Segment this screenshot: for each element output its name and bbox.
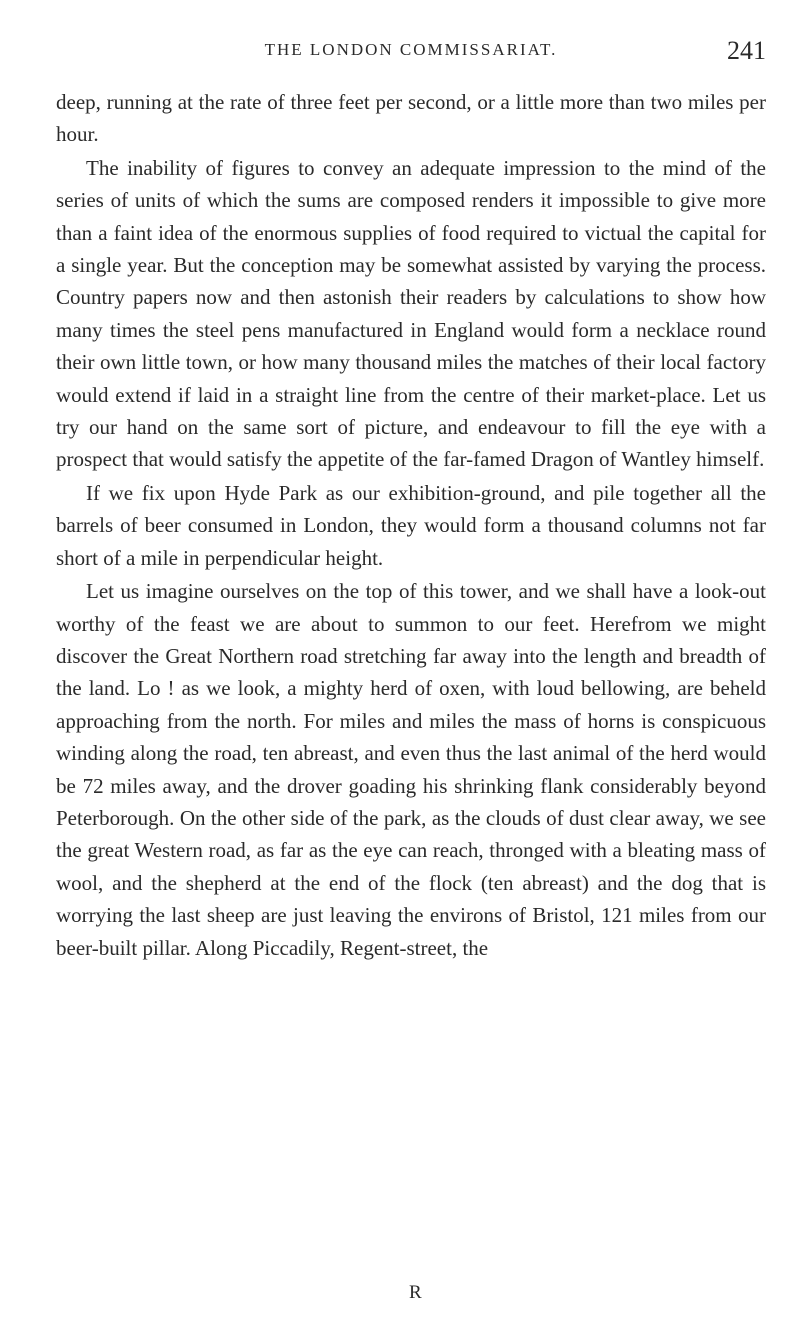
signature-mark: R bbox=[409, 1282, 422, 1303]
paragraph-continued: deep, running at the rate of three feet per second, or a little more than two miles per hour. bbox=[56, 90, 766, 147]
body-text bbox=[56, 86, 766, 964]
running-head bbox=[56, 38, 766, 78]
paragraph: The inability of figures to convey an adequate impression to the mind of the series of units of which the sums are composed renders it impossible to give more than a faint idea of the enormous supplies of food required to victual the capital for a single year. But the conception may be somewhat assisted by varying the process. Country papers now and then astonish their readers by calculations to show how many times the steel pens manufactured in England would form a necklace round their own little town, or how many thousand miles the matches of their local factory would extend if laid in a straight line from the centre of their market-place. Let us try our hand on the same sort of picture, and endeavour to fill the eye with a prospect that would satisfy the appetite of the far-famed Dragon of Wantley himself. bbox=[56, 155, 766, 472]
paragraph: If we fix upon Hyde Park as our exhibition-ground, and pile together all the barrels of beer consumed in London, they would form a thousand columns not far short of a mile in perpendicular height. bbox=[56, 480, 766, 570]
book-page bbox=[56, 38, 766, 965]
running-title: THE LONDON COMMISSARIAT. bbox=[264, 40, 558, 59]
page-number: 241 bbox=[727, 36, 766, 65]
paragraph: Let us imagine ourselves on the top of this tower, and we shall have a look-out worthy of the feast we are about to summon to our feet. Herefrom we might discover the Great Northern road stretching far away into the length and breadth of the land. Lo ! as we look, a mighty herd of oxen, with loud bellowing, are beheld approaching from the north. For miles and miles the mass of horns is conspicuous winding along the road, ten abreast, and even thus the last animal of the herd would be 72 miles away, and the drover goading his shrinking flank considerably beyond Peterborough. On the other side of the park, as the clouds of dust clear away, we see the great Western road, as far as the eye can reach, thronged with a bleating mass of wool, and the shepherd at the end of the flock (ten abreast) and the dog that is worrying the last sheep are just leaving the environs of Bristol, 121 miles from our beer-built pillar. Along Piccadily, Regent-street, the bbox=[56, 579, 766, 960]
